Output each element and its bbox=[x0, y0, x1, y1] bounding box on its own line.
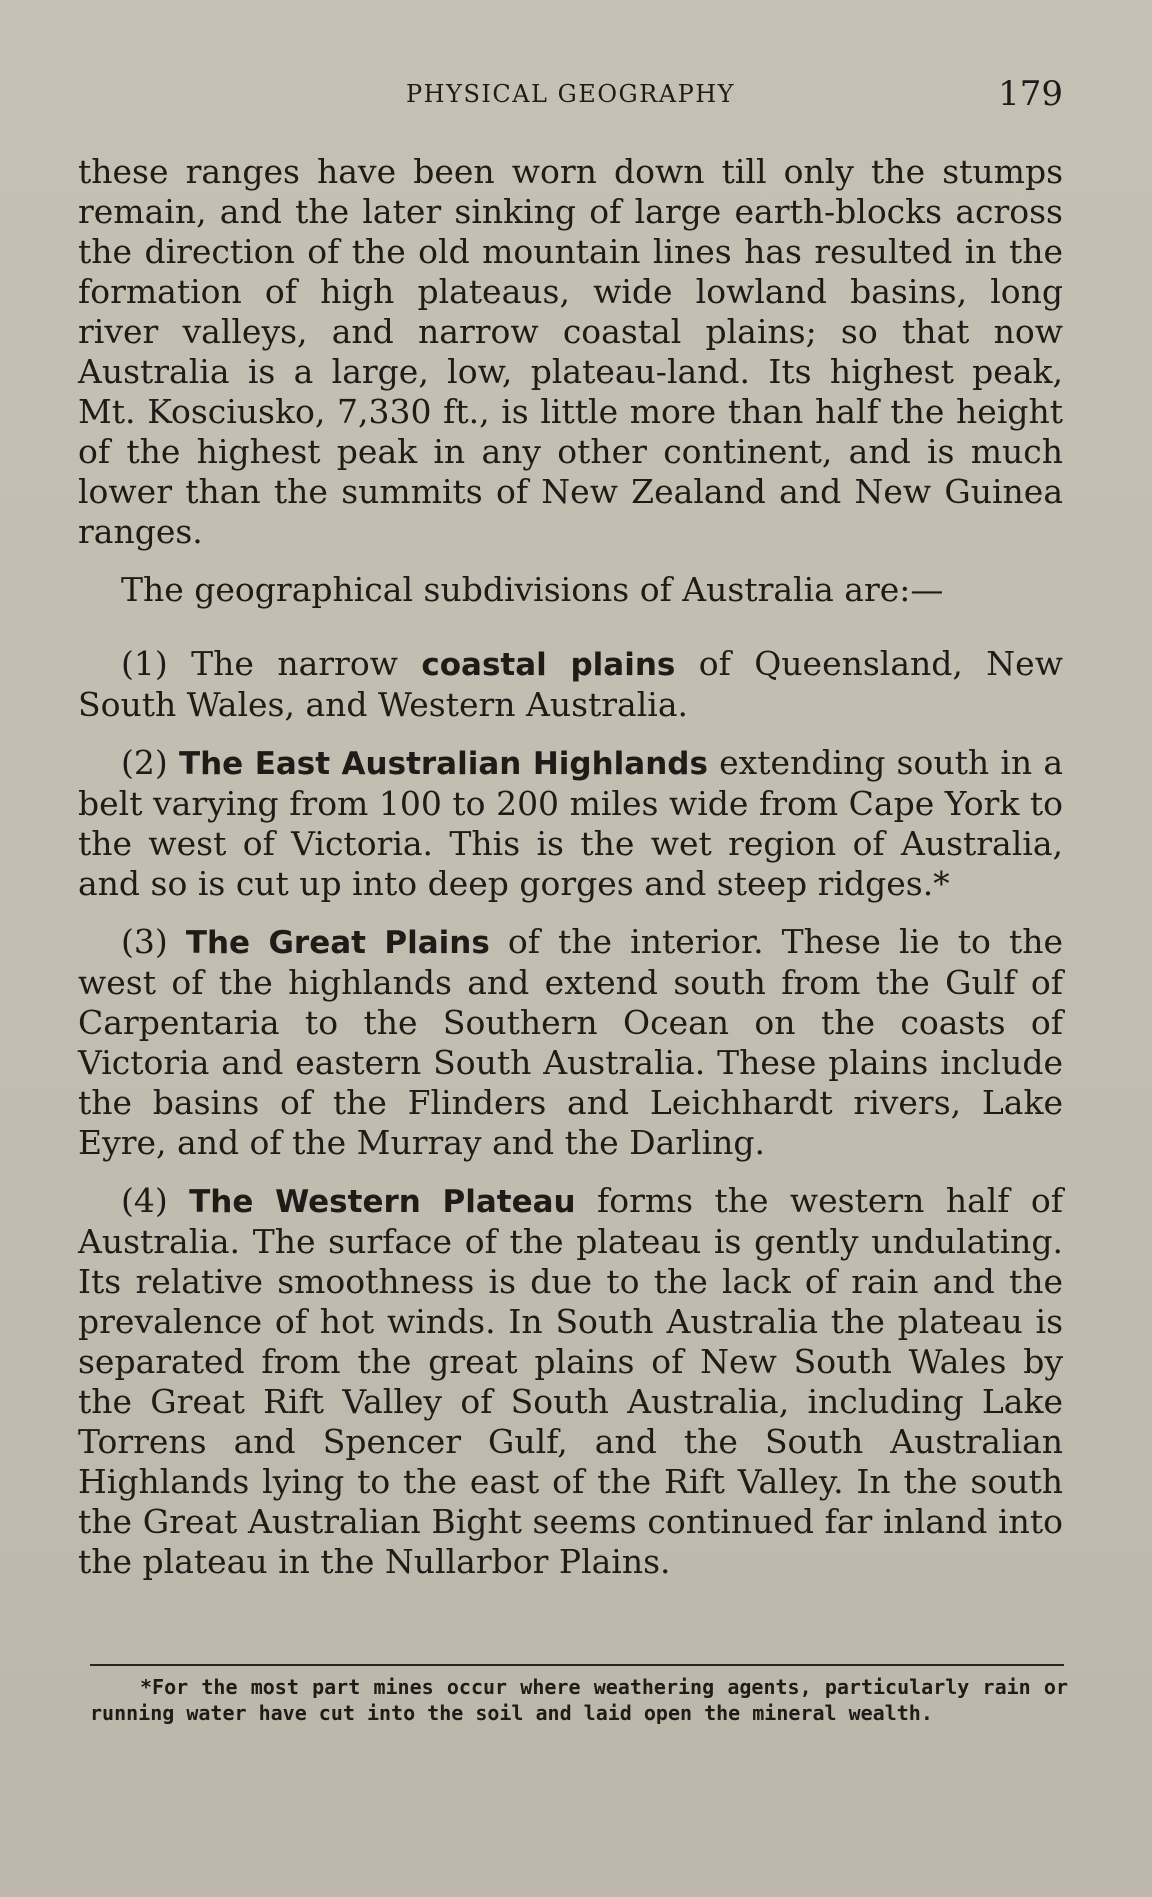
item-term: The East Australian Highlands bbox=[178, 746, 708, 782]
item-text: of Queensland, New South Wales, and Western Australia. bbox=[78, 644, 1063, 724]
item-number: (1) bbox=[121, 644, 168, 683]
subdivision-item-1 bbox=[78, 644, 1063, 725]
item-pre: The narrow bbox=[191, 644, 398, 683]
running-head: PHYSICAL GEOGRAPHY bbox=[406, 80, 735, 108]
footnote: *For the most part mines occur where weathering agents, particularly rain or running water have cut into the soil and laid open the mineral wealth. bbox=[90, 1675, 1068, 1725]
item-number: (2) bbox=[121, 743, 168, 782]
item-text: forms the western half of Australia. The surface of the plateau is gently undulating. Its relative smoothness is due to the lack of rain and the prevalence of hot winds. In South Australia the plateau is separated from the great plains of New South Wales by the Great Rift Valley of South Australia, including Lake Torrens and Spencer Gulf, and the South Australian Highlands lying to the east of the Rift Valley. In the south the Great Australian Bight seems continued far inland into the plateau in the Nullarbor Plains. bbox=[78, 1181, 1063, 1581]
item-number: (3) bbox=[121, 922, 168, 961]
item-term: The Western Plateau bbox=[189, 1184, 576, 1220]
item-text: extending south in a belt varying from 100 to 200 miles wide from Cape York to the west of Victoria. This is the wet region of Australia, and so is cut up into deep gorges and steep ridges.* bbox=[78, 743, 1063, 903]
page-number: 179 bbox=[998, 74, 1063, 114]
item-term: The Great Plains bbox=[185, 925, 490, 961]
item-text: of the interior. These lie to the west of the highlands and extend south from the Gulf of Carpentaria to the Southern Ocean on the coasts of Victoria and eastern South Australia. These plains include the basins of the Flinders and Leichhardt rivers, Lake Eyre, and of the Murray and the Darling. bbox=[78, 922, 1063, 1162]
item-term: coastal plains bbox=[421, 647, 676, 683]
footnote-rule bbox=[90, 1664, 1064, 1666]
intro-paragraph: these ranges have been worn down till only the stumps remain, and the later sinking of large earth-blocks across the direction of the old mountain lines has resulted in the formation of high plateaus, wide lowland basins, long river valleys, and narrow coastal plains; so that now Australia is a large, low, plateau-land. Its highest peak, Mt. Kosciusko, 7,330 ft., is little more than half the height of the highest peak in any other continent, and is much lower than the summits of New Zealand and New Guinea ranges. bbox=[78, 152, 1063, 551]
page-header bbox=[78, 74, 1063, 120]
subdivision-item-2 bbox=[78, 743, 1063, 904]
body-text bbox=[78, 152, 1063, 1582]
item-number: (4) bbox=[121, 1181, 168, 1220]
subdivision-item-4 bbox=[78, 1181, 1063, 1582]
subdivisions-intro: The geographical subdivisions of Australia are:— bbox=[121, 570, 944, 609]
subdivision-item-3 bbox=[78, 922, 1063, 1163]
